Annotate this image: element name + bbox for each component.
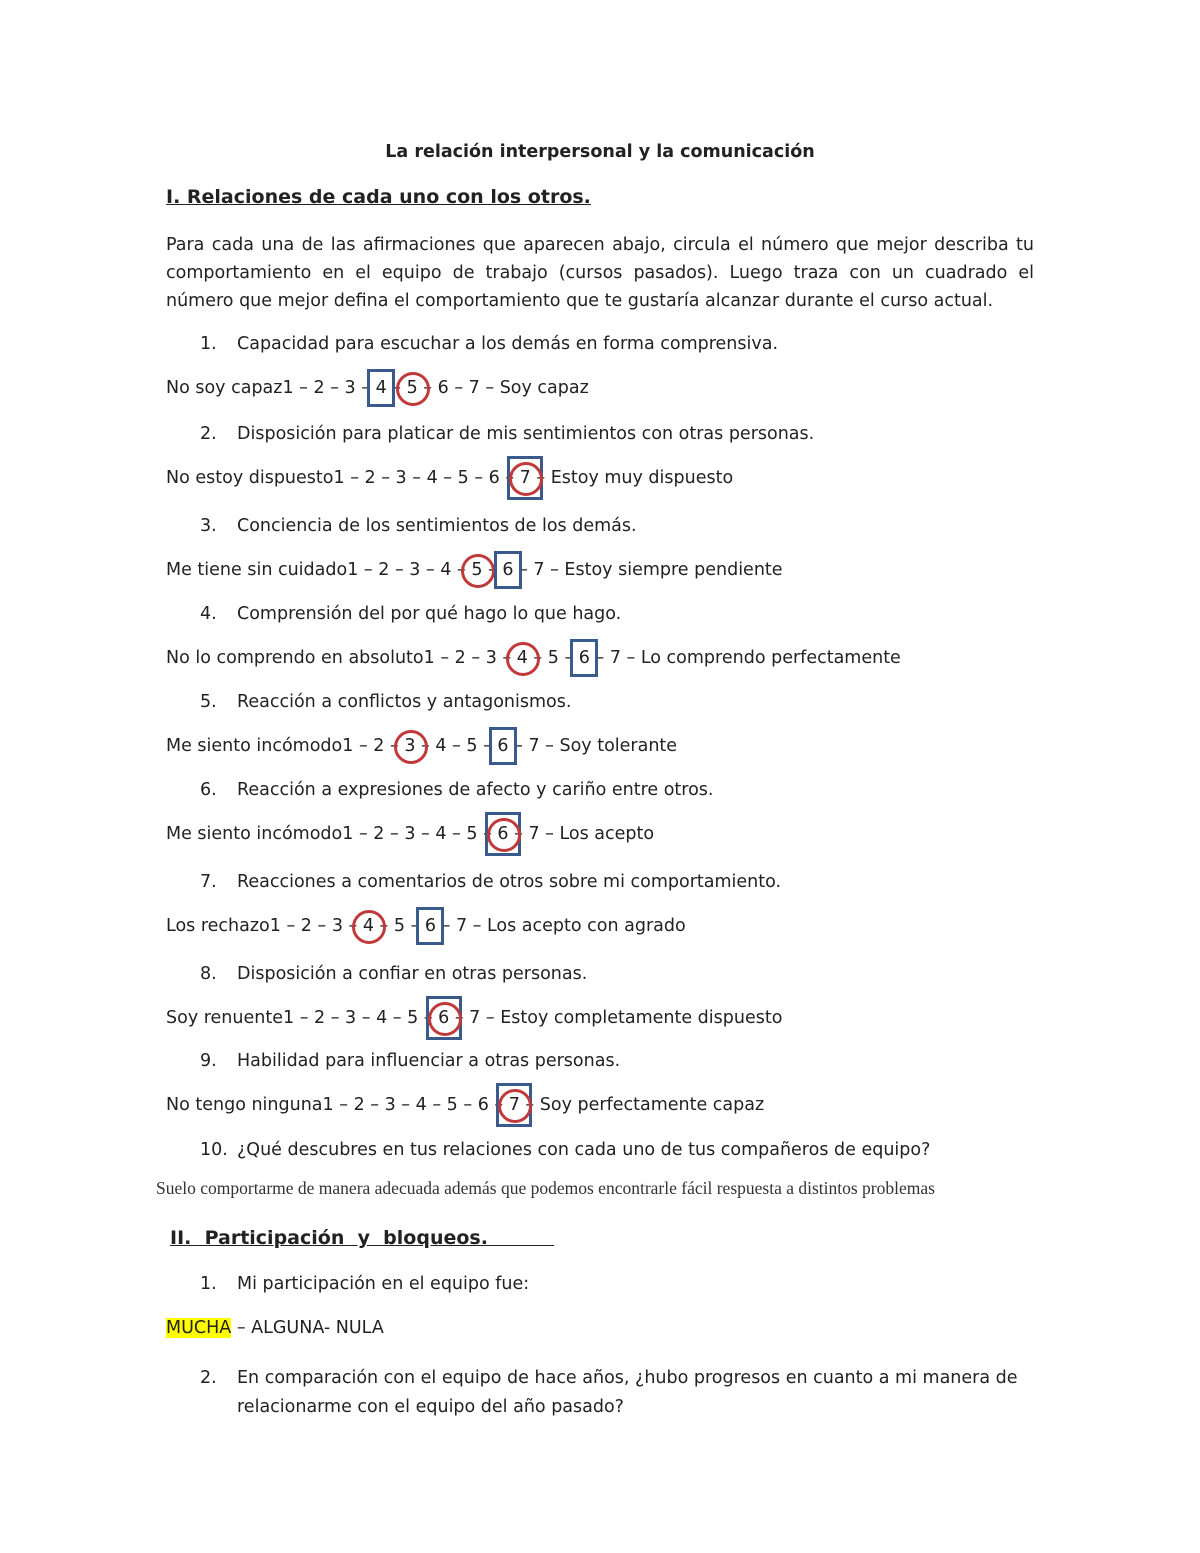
circle-mark bbox=[461, 554, 495, 588]
rating-scale-7: Los rechazo 1 – 2 – 3 – 4 – 5 – 6 – 7 – Los acepto con agrado bbox=[166, 911, 686, 941]
scale-number-5[interactable]: 5 bbox=[393, 916, 406, 936]
question-6 bbox=[200, 780, 714, 800]
scale-number-6[interactable]: 6 bbox=[497, 824, 508, 844]
question-text: Habilidad para influenciar a otras personas. bbox=[237, 1051, 621, 1071]
scale-right-label: Los acepto bbox=[559, 824, 655, 844]
scale-number-7[interactable]: 7 bbox=[528, 736, 540, 756]
scale-number-6[interactable]: 6 bbox=[497, 736, 508, 756]
scale-number-1[interactable]: 1 bbox=[347, 560, 359, 580]
question-text: En comparación con el equipo de hace años, ¿hubo progresos en cuanto a mi manera de relacionarme con el equipo del año pasado? bbox=[237, 1368, 1018, 1417]
square-mark bbox=[494, 551, 522, 589]
scale-number-4[interactable]: 4 bbox=[435, 824, 447, 844]
circle-mark bbox=[506, 642, 540, 676]
rating-scale-4: No lo comprendo en absoluto 1 – 2 – 3 – 4 – 5 – 6 – 7 – Lo comprendo perfectamente bbox=[166, 643, 901, 673]
scale-number-5[interactable]: 5 bbox=[407, 378, 418, 398]
scale-number-1[interactable]: 1 bbox=[269, 916, 281, 936]
question-number: 6. bbox=[200, 780, 217, 800]
question-text: Reacción a conflictos y antagonismos. bbox=[237, 692, 572, 712]
rating-scale-8: Soy renuente 1 – 2 – 3 – 4 – 5 – 6 – 7 – Estoy completamente dispuesto bbox=[166, 1003, 782, 1033]
scale-left-label: No lo comprendo en absoluto bbox=[166, 648, 424, 668]
scale-number-6[interactable]: 6 bbox=[502, 560, 513, 580]
scale-number-1[interactable]: 1 bbox=[322, 1095, 334, 1115]
participation-choices bbox=[166, 1318, 384, 1338]
square-mark bbox=[367, 369, 395, 407]
scale-number-2[interactable]: 2 bbox=[454, 648, 466, 668]
question-number: 1. bbox=[200, 334, 217, 354]
scale-number-2[interactable]: 2 bbox=[300, 916, 312, 936]
scale-number-2[interactable]: 2 bbox=[314, 1008, 326, 1028]
scale-number-5[interactable]: 5 bbox=[466, 736, 478, 756]
scale-number-1[interactable]: 1 bbox=[423, 648, 435, 668]
scale-right-label: Estoy siempre pendiente bbox=[564, 560, 783, 580]
circle-mark bbox=[396, 372, 430, 406]
scale-number-6[interactable]: 6 bbox=[425, 916, 436, 936]
section-2-question-1 bbox=[200, 1274, 529, 1294]
scale-number-7[interactable]: 7 bbox=[468, 378, 480, 398]
scale-left-label: No estoy dispuesto bbox=[166, 468, 334, 488]
circle-mark bbox=[509, 462, 543, 496]
scale-right-label: Soy tolerante bbox=[559, 736, 678, 756]
scale-number-7[interactable]: 7 bbox=[509, 1095, 520, 1115]
scale-number-5[interactable]: 5 bbox=[457, 468, 469, 488]
scale-number-4[interactable]: 4 bbox=[440, 560, 452, 580]
section-1-intro: Para cada una de las afirmaciones que aparecen abajo, circula el número que mejor describa tu comportamiento en el equipo de trabajo (cursos pasados). Luego traza con un cuadrado el número que mejor defina el comportamiento que te gustaría alcanzar durante el curso actual. bbox=[166, 235, 1034, 311]
question-text: Mi participación en el equipo fue: bbox=[237, 1274, 530, 1294]
scale-number-4[interactable]: 4 bbox=[435, 736, 447, 756]
question-8 bbox=[200, 964, 587, 984]
other-choices: – ALGUNA- NULA bbox=[231, 1318, 384, 1338]
scale-number-1[interactable]: 1 bbox=[342, 736, 354, 756]
scale-number-1[interactable]: 1 bbox=[282, 1008, 295, 1028]
scale-left-label: Soy renuente bbox=[166, 1008, 283, 1028]
scale-right-label: Lo comprendo perfectamente bbox=[640, 648, 901, 668]
question-text: Reacción a expresiones de afecto y cariño entre otros. bbox=[237, 780, 714, 800]
scale-number-3[interactable]: 3 bbox=[485, 648, 497, 668]
question-number: 5. bbox=[200, 692, 217, 712]
question-number: 8. bbox=[200, 964, 217, 984]
scale-number-7[interactable]: 7 bbox=[520, 468, 531, 488]
square-mark bbox=[416, 907, 444, 945]
scale-number-3[interactable]: 3 bbox=[344, 378, 356, 398]
rating-scale-9: No tengo ninguna 1 – 2 – 3 – 4 – 5 – 6 – 7 – Soy perfectamente capaz bbox=[166, 1090, 764, 1120]
selected-choice: MUCHA bbox=[166, 1318, 232, 1338]
question-text: Capacidad para escuchar a los demás en forma comprensiva. bbox=[237, 334, 779, 354]
scale-number-4[interactable]: 4 bbox=[363, 916, 374, 936]
scale-number-2[interactable]: 2 bbox=[378, 560, 390, 580]
scale-number-1[interactable]: 1 bbox=[282, 378, 294, 398]
rating-scale-3: Me tiene sin cuidado 1 – 2 – 3 – 4 – 5 – 6 – 7 – Estoy siempre pendiente bbox=[166, 555, 783, 585]
scale-number-2[interactable]: 2 bbox=[313, 378, 325, 398]
question-text: Comprensión del por qué hago lo que hago. bbox=[237, 604, 622, 624]
scale-number-4[interactable]: 4 bbox=[426, 468, 438, 488]
scale-number-5[interactable]: 5 bbox=[547, 648, 559, 668]
scale-right-label: Soy capaz bbox=[499, 378, 589, 398]
scale-number-5[interactable]: 5 bbox=[471, 560, 482, 580]
question-10 bbox=[200, 1140, 930, 1160]
question-number: 2. bbox=[200, 1368, 217, 1388]
question-1 bbox=[200, 334, 778, 354]
scale-number-7[interactable]: 7 bbox=[609, 648, 621, 668]
question-number: 7. bbox=[200, 872, 217, 892]
scale-left-label: Me siento incómodo bbox=[166, 736, 343, 756]
question-7 bbox=[200, 872, 781, 892]
scale-number-4[interactable]: 4 bbox=[376, 378, 387, 398]
scale-number-5[interactable]: 5 bbox=[466, 824, 478, 844]
scale-number-3[interactable]: 3 bbox=[345, 1008, 357, 1028]
scale-number-6[interactable]: 6 bbox=[488, 468, 500, 488]
scale-number-6[interactable]: 6 bbox=[437, 378, 449, 398]
scale-right-label: Estoy completamente dispuesto bbox=[500, 1008, 783, 1028]
scale-number-7[interactable]: 7 bbox=[533, 560, 545, 580]
scale-number-2[interactable]: 2 bbox=[353, 1095, 365, 1115]
scale-number-3[interactable]: 3 bbox=[404, 736, 415, 756]
question-text: Disposición para platicar de mis sentimientos con otras personas. bbox=[237, 424, 815, 444]
scale-left-label: No soy capaz bbox=[166, 378, 283, 398]
square-mark bbox=[570, 639, 598, 677]
question-5 bbox=[200, 692, 571, 712]
scale-number-6[interactable]: 6 bbox=[477, 1095, 489, 1115]
scale-number-1[interactable]: 1 bbox=[333, 468, 345, 488]
scale-number-2[interactable]: 2 bbox=[364, 468, 376, 488]
rating-scale-2: No estoy dispuesto 1 – 2 – 3 – 4 – 5 – 6 – 7 – Estoy muy dispuesto bbox=[166, 463, 733, 493]
circle-mark bbox=[487, 818, 521, 852]
question-3 bbox=[200, 516, 637, 536]
rating-scale-5: Me siento incómodo 1 – 2 – 3 – 4 – 5 – 6 – 7 – Soy tolerante bbox=[166, 731, 677, 761]
question-text: Conciencia de los sentimientos de los demás. bbox=[237, 516, 637, 536]
scale-right-label: Soy perfectamente capaz bbox=[539, 1095, 765, 1115]
question-number: 9. bbox=[200, 1051, 217, 1071]
scale-left-label: Me siento incómodo bbox=[166, 824, 343, 844]
scale-number-3[interactable]: 3 bbox=[404, 824, 416, 844]
question-2 bbox=[200, 424, 814, 444]
scale-number-3[interactable]: 3 bbox=[395, 468, 407, 488]
question-10-answer: Suelo comportarme de manera adecuada además que podemos encontrarle fácil respuesta a distintos problemas bbox=[156, 1178, 935, 1198]
scale-right-label: Estoy muy dispuesto bbox=[550, 468, 734, 488]
scale-number-3[interactable]: 3 bbox=[331, 916, 343, 936]
scale-number-7[interactable]: 7 bbox=[528, 824, 540, 844]
scale-number-4[interactable]: 4 bbox=[376, 1008, 388, 1028]
document-title: La relación interpersonal y la comunicación bbox=[385, 142, 815, 162]
scale-number-7[interactable]: 7 bbox=[469, 1008, 481, 1028]
scale-right-label: Los acepto con agrado bbox=[486, 916, 686, 936]
circle-mark bbox=[352, 910, 386, 944]
question-text: ¿Qué descubres en tus relaciones con cada uno de tus compañeros de equipo? bbox=[237, 1140, 931, 1160]
scale-number-7[interactable]: 7 bbox=[455, 916, 468, 936]
question-text: Disposición a confiar en otras personas. bbox=[237, 964, 588, 984]
square-mark bbox=[489, 727, 517, 765]
scale-number-3[interactable]: 3 bbox=[409, 560, 421, 580]
scale-number-2[interactable]: 2 bbox=[373, 824, 385, 844]
scale-left-label: Los rechazo bbox=[166, 916, 270, 936]
rating-scale-6: Me siento incómodo 1 – 2 – 3 – 4 – 5 – 6 – 7 – Los acepto bbox=[166, 819, 654, 849]
scale-number-5[interactable]: 5 bbox=[407, 1008, 419, 1028]
section-2-heading: II. Participación y bloqueos. bbox=[170, 1227, 488, 1249]
scale-number-3[interactable]: 3 bbox=[384, 1095, 396, 1115]
rating-scale-1: No soy capaz 1 – 2 – 3 – 4 – 5 – 6 – 7 – Soy capaz bbox=[166, 373, 589, 403]
question-number: 2. bbox=[200, 424, 217, 444]
question-9 bbox=[200, 1051, 620, 1071]
scale-number-1[interactable]: 1 bbox=[342, 824, 354, 844]
question-number: 4. bbox=[200, 604, 217, 624]
scale-number-4[interactable]: 4 bbox=[517, 648, 528, 668]
question-text: Reacciones a comentarios de otros sobre mi comportamiento. bbox=[237, 872, 782, 892]
section-1-heading: I. Relaciones de cada uno con los otros. bbox=[166, 186, 591, 208]
scale-number-4[interactable]: 4 bbox=[415, 1095, 427, 1115]
scale-number-2[interactable]: 2 bbox=[373, 736, 385, 756]
question-4 bbox=[200, 604, 621, 624]
section-2-question-2 bbox=[200, 1364, 1030, 1422]
question-number: 3. bbox=[200, 516, 217, 536]
question-number: 10. bbox=[200, 1140, 228, 1160]
scale-left-label: Me tiene sin cuidado bbox=[166, 560, 348, 580]
scale-number-6[interactable]: 6 bbox=[579, 648, 590, 668]
scale-number-6[interactable]: 6 bbox=[438, 1008, 449, 1028]
scale-left-label: No tengo ninguna bbox=[166, 1095, 323, 1115]
scale-number-5[interactable]: 5 bbox=[446, 1095, 458, 1115]
circle-mark bbox=[428, 1002, 462, 1036]
question-number: 1. bbox=[200, 1274, 217, 1294]
circle-mark bbox=[394, 730, 428, 764]
